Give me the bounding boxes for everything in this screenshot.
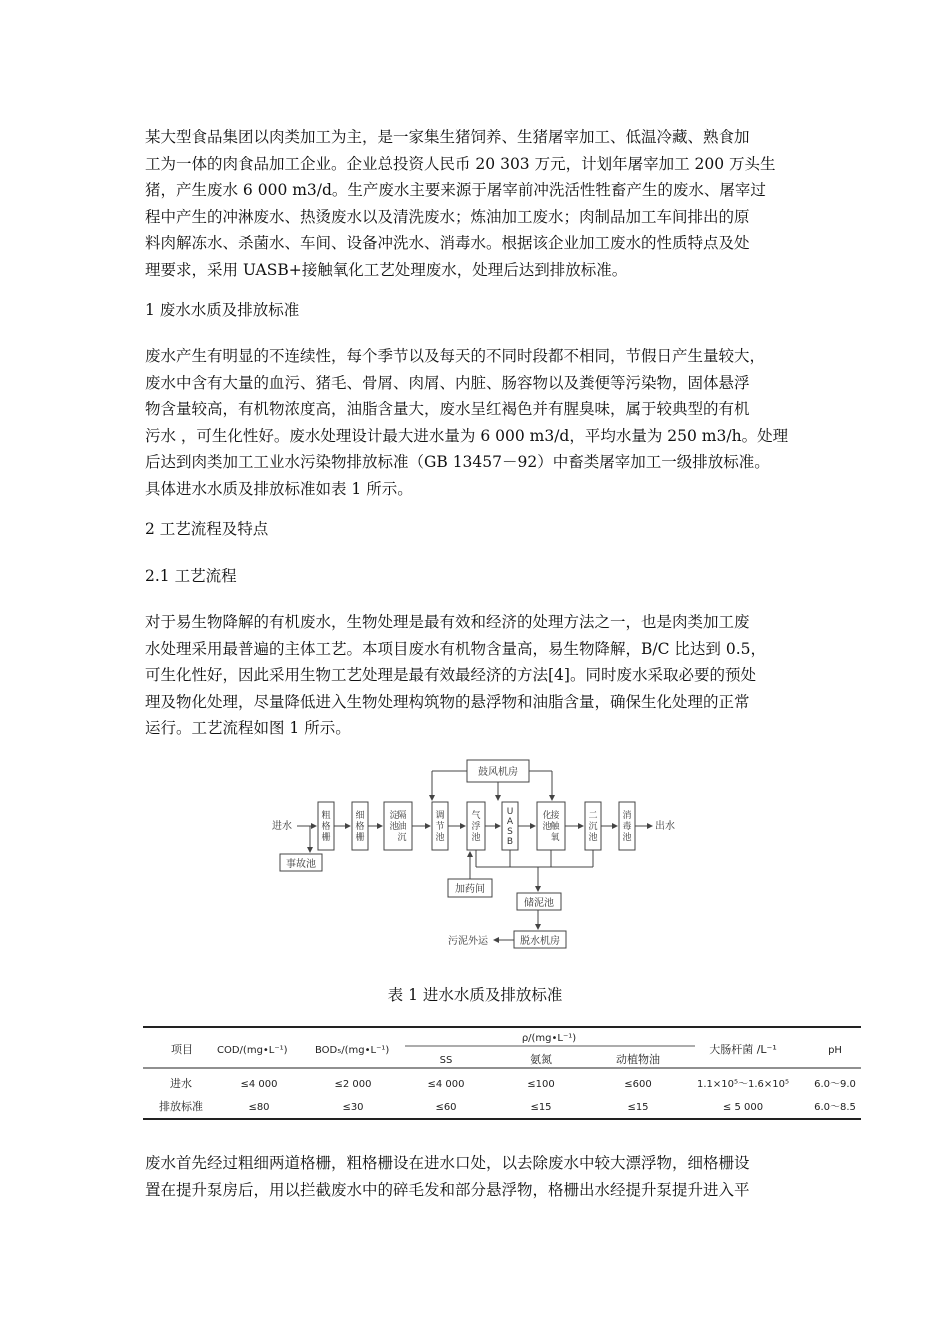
table-row-label: 进水 — [170, 1077, 192, 1090]
dewater-room-label: 脱水机房 — [520, 936, 560, 947]
text-line: 理要求，采用 UASB+接触氧化工艺处理废水，处理后达到排放标准。 — [145, 260, 628, 279]
unit-label-char: 调 — [435, 811, 445, 821]
table-cell: ≤4 000 — [240, 1079, 278, 1090]
text-line: 物含量较高，有机物浓度高，油脂含量大，废水呈红褐色并有腥臭味，属于较典型的有机 — [145, 400, 750, 418]
unit-label-char: A — [506, 817, 514, 827]
text-line: 废水首先经过粗细两道格栅，粗格栅设在进水口处，以去除废水中较大漂浮物，细格栅设 — [145, 1154, 750, 1172]
unit-label-char: 池 — [435, 833, 445, 843]
text-line: 具体进水水质及排放标准如表 1 所示。 — [145, 479, 413, 498]
table-cell: ≤15 — [627, 1102, 649, 1113]
unit-label-char: 池 — [622, 833, 632, 843]
text-line: 水处理采用最普遍的主体工艺。本项目废水有机物含量高，易生物降解，B/C 比达到 0.5， — [145, 639, 766, 658]
col-header-coliform: 大肠杆菌 /L⁻¹ — [709, 1043, 777, 1056]
text-line: 废水产生有明显的不连续性，每个季节以及每天的不同时段都不相同，节假日产生量较大， — [145, 347, 766, 365]
accident-pool-label: 事故池 — [286, 859, 316, 870]
unit-label-char: 接 — [550, 811, 560, 821]
text-line: 后达到肉类加工工业水污染物排放标准（GB 13457－92）中畜类屠宰加工一级排放标准。 — [145, 453, 770, 471]
unit-label-char: B — [506, 837, 514, 847]
col-header-ph: pH — [828, 1045, 842, 1056]
col-header-ss: SS — [439, 1055, 453, 1066]
unit-label-char: 化 — [542, 811, 552, 821]
dosing-room-label: 加药间 — [455, 884, 485, 895]
intro-paragraph — [145, 124, 810, 283]
col-header-rho: ρ/(mg•L⁻¹) — [521, 1033, 577, 1044]
unit-label-char: 细 — [355, 811, 365, 821]
continuation-paragraph — [145, 1150, 810, 1203]
table-cell: ≤60 — [435, 1102, 457, 1113]
table-row-label: 排放标准 — [159, 1100, 203, 1113]
table-cell: ≤4 000 — [427, 1079, 465, 1090]
table-cell: ≤100 — [527, 1079, 555, 1090]
unit-label-char: 格 — [321, 822, 331, 832]
blower-label: 鼓风机房 — [478, 767, 518, 778]
sludge-out-label: 污泥外运 — [448, 936, 488, 947]
unit-label-char: 淀 — [389, 811, 399, 821]
section21-paragraph — [145, 609, 810, 742]
unit-label-char: 池 — [389, 822, 399, 832]
subsection-heading: 2.1 工艺流程 — [145, 567, 237, 585]
unit-label-char: 二 — [588, 811, 598, 821]
text-line: 猪，产生废水 6 000 m3/d。生产废水主要来源于屠宰前冲洗活性牲畜产生的废水、屠宰过 — [145, 181, 766, 199]
unit-label-char: 消 — [622, 811, 632, 821]
text-line: 料肉解冻水、杀菌水、车间、设备冲洗水、消毒水。根据该企业加工废水的性质特点及处 — [145, 234, 750, 252]
unit-label-char: 气 — [471, 811, 481, 821]
section-heading: 1 废水水质及排放标准 — [145, 301, 300, 319]
text-line: 运行。工艺流程如图 1 所示。 — [145, 719, 351, 737]
unit-label-char: 池 — [588, 833, 598, 843]
outlet-label: 出水 — [655, 821, 675, 832]
unit-label-char: 格 — [355, 822, 365, 832]
table-cell: ≤30 — [342, 1102, 364, 1113]
text-line: 可生化性好，因此采用生物工艺处理是最有效最经济的方法[4]。同时废水采取必要的预处 — [145, 666, 756, 684]
sludge-tank-label: 储泥池 — [524, 898, 554, 909]
unit-label-char: 栅 — [321, 833, 331, 843]
table-cell: 1.1×10⁵～1.6×10⁵ — [696, 1079, 790, 1090]
text-line: 污水 ，可生化性好。废水处理设计最大进水量为 6 000 m3/d，平均水量为 250 m3/h。处理 — [145, 426, 789, 445]
section-heading: 2 工艺流程及特点 — [145, 520, 269, 538]
unit-label-char: 池 — [542, 822, 552, 832]
text-line: 程中产生的冲淋废水、热烫废水以及清洗废水；炼油加工废水；肉制品加工车间排出的原 — [145, 207, 750, 226]
water-quality-table — [143, 1024, 861, 1122]
text-line: 废水中含有大量的血污、猪毛、骨屑、肉屑、内脏、肠容物以及粪便等污染物，固体悬浮 — [145, 373, 750, 392]
unit-label-char: S — [507, 827, 513, 837]
text-line: 对于易生物降解的有机废水，生物处理是最有效和经济的处理方法之一，也是肉类加工废 — [145, 613, 750, 631]
inlet-label: 进水 — [272, 821, 292, 832]
table-cell: ≤600 — [624, 1079, 652, 1090]
table-cell: ≤15 — [530, 1102, 552, 1113]
section1-paragraph — [145, 343, 810, 502]
unit-label-char: 沉 — [588, 822, 598, 832]
table-caption: 表 1 进水水质及排放标准 — [387, 986, 563, 1004]
unit-label-char: 节 — [435, 822, 445, 832]
text-line: 某大型食品集团以肉类加工为主，是一家集生猪饲养、生猪屠宰加工、低温冷藏、熟食加 — [145, 128, 750, 146]
col-header-item: 项目 — [171, 1043, 193, 1056]
unit-label-char: 触 — [550, 822, 560, 832]
col-header-ammonia: 氨氮 — [530, 1053, 552, 1066]
unit-label-char: 浮 — [471, 822, 481, 832]
unit-label-char: 毒 — [622, 822, 632, 832]
text-line: 置在提升泵房后，用以拦截废水中的碎毛发和部分悬浮物，格栅出水经提升泵提升进入平 — [145, 1180, 750, 1199]
table-cell: ≤ 5 000 — [722, 1102, 764, 1113]
text-line: 理及物化处理，尽量降低进入生物处理构筑物的悬浮物和油脂含量，确保生化处理的正常 — [145, 692, 750, 711]
col-header-bod: BOD₅/(mg•L⁻¹) — [315, 1045, 390, 1056]
unit-label-char: 沉 — [397, 833, 407, 843]
text-line: 工为一体的肉食品加工企业。企业总投资人民币 20 303 万元，计划年屠宰加工 200 万头生 — [145, 154, 776, 173]
table-cell: 6.0～9.0 — [814, 1079, 856, 1090]
table-cell: ≤80 — [248, 1102, 270, 1113]
unit-label-char: 池 — [471, 833, 481, 843]
table-cell: 6.0～8.5 — [814, 1102, 856, 1113]
unit-label-char: 油 — [397, 822, 407, 832]
col-header-oil: 动植物油 — [616, 1053, 660, 1066]
col-header-cod: COD/(mg•L⁻¹) — [217, 1045, 288, 1056]
table-cell: ≤2 000 — [334, 1079, 372, 1090]
unit-label-char: 栅 — [355, 833, 365, 843]
unit-label-char: 隔 — [397, 811, 407, 821]
unit-label-char: U — [506, 807, 514, 817]
unit-label-char: 粗 — [321, 811, 331, 821]
process-flow-figure — [262, 755, 690, 955]
unit-label-char: 氧 — [550, 833, 560, 843]
